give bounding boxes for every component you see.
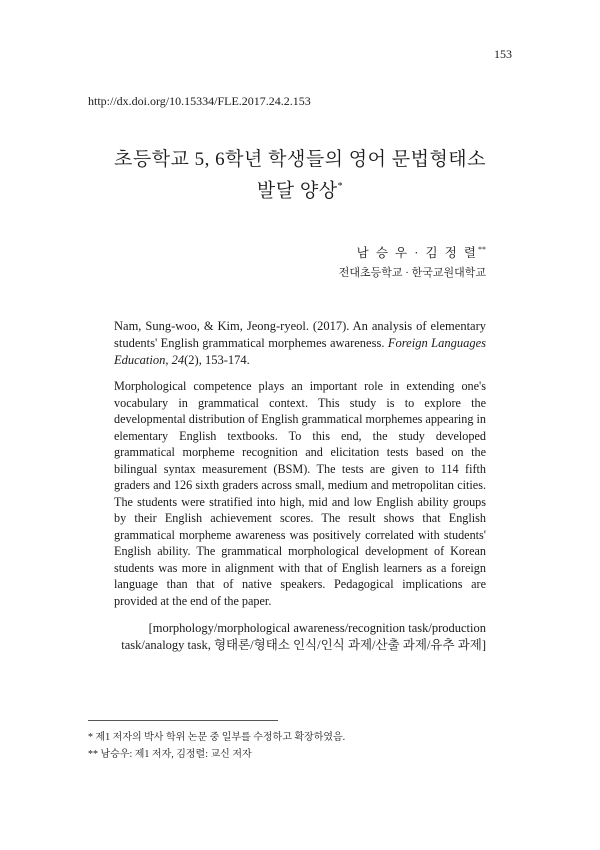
- paper-title: [60, 146, 540, 204]
- author-affiliations: 전대초등학교 · 한국교원대학교: [338, 267, 486, 279]
- footnote-divider: [88, 720, 278, 721]
- title-line-1: 초등학교 5, 6학년 학생들의 영어 문법형태소: [113, 149, 487, 170]
- citation: [114, 318, 486, 369]
- footnote-2: ** 남승우: 제1 저자, 김정렬: 교신 저자: [88, 749, 252, 760]
- title-footnote-marker: *: [337, 181, 344, 192]
- footnote-1: * 제1 저자의 박사 학위 논문 중 일부를 수정하고 확장하였음.: [88, 732, 346, 743]
- author-names-text: 남 승 우 · 김 정 렬: [356, 246, 478, 260]
- doi-link[interactable]: http://dx.doi.org/10.15334/FLE.2017.24.2.153: [88, 94, 311, 108]
- abstract: Morphological competence plays an important role in extending one's vocabulary in grammatical context. This study is to explore the developmental distribution of English grammatical morphemes appearing in elementary English textbooks. To this end, the study developed grammatical morpheme recognition and elicitation tests based on the bilingual syntax measurement (BSM). The tests are given to 114 fifth graders and 126 sixth graders across small, medium and metropolitan cities. The students were stratified into high, mid and low English ability groups by their English achievement scores. The result shows that English grammatical morpheme awareness was positively correlated with students' English ability. The grammatical morphological development of Korean students was more in alignment with that of English learners as a foreign language than that of native speakers. Pedagogical implications are provided at the end of the paper.: [114, 379, 486, 608]
- title-line-2-text: 발달 양상: [256, 180, 338, 202]
- title-line-2: [60, 173, 540, 204]
- citation-suffix: (2), 153-174.: [184, 353, 250, 367]
- author-names: [357, 243, 486, 261]
- citation-prefix: Nam, Sung-woo, & Kim, Jeong-ryeol. (2017). An analysis of elementary students' English grammatical morphemes awareness.: [114, 319, 486, 350]
- author-footnote-marker: **: [478, 244, 486, 254]
- page-number: 153: [494, 47, 512, 61]
- keywords: [morphology/morphological awareness/recognition task/production task/analogy task, 형태론/형태소 인식/인식 과제/산출 과제/유추 과제]: [121, 621, 486, 652]
- citation-journal: Foreign Languages Education, 24: [114, 336, 486, 367]
